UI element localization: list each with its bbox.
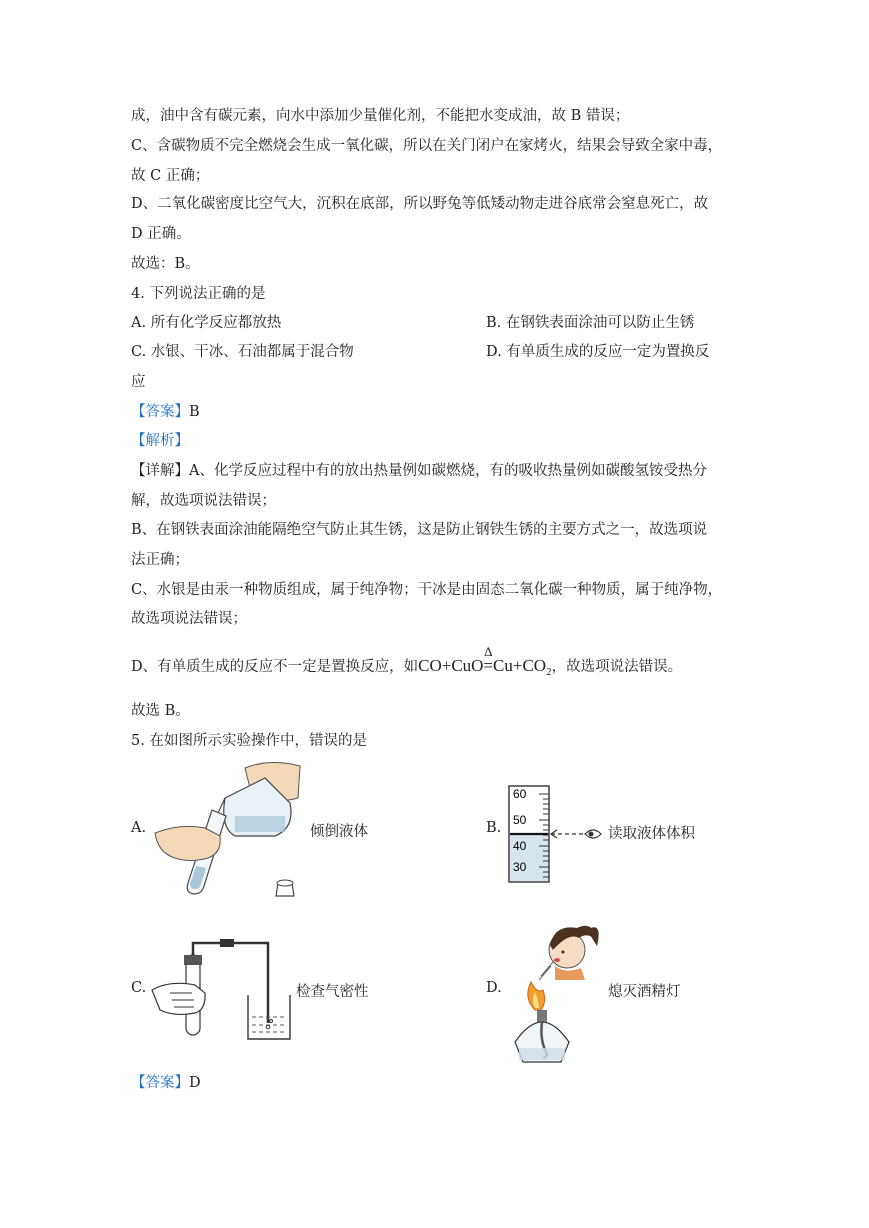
- question-4-stem: 4. 下列说法正确的是: [131, 286, 266, 302]
- answer-tag: 【答案】: [131, 404, 189, 420]
- question-5-stem: 5. 在如图所示实验操作中，错误的是: [131, 733, 367, 749]
- text-line: C、含碳物质不完全燃烧会生成一氧化碳，所以在关门闭户在家烤火，结果会导致全家中毒，: [131, 138, 723, 154]
- q4-option-b: B. 在钢铁表面涂油可以防止生锈: [486, 315, 695, 331]
- airtightness-check-illustration: [150, 935, 300, 1045]
- equation-products: Cu+CO: [493, 656, 547, 675]
- figure-c-caption: 检查气密性: [296, 984, 369, 1000]
- analysis-tag: 【解析】: [131, 433, 189, 449]
- eye-icon: [585, 830, 601, 838]
- detail-line: B、在钢铁表面涂油能隔绝空气防止其生锈，这是防止钢铁生锈的主要方式之一，故选项说: [131, 522, 708, 538]
- tick-label: 60: [513, 787, 527, 801]
- detail-text: A、化学反应过程中有的放出热量例如碳燃烧，有的吸收热量例如碳酸氢铵受热分: [189, 463, 707, 479]
- figure-d-caption: 熄灭酒精灯: [608, 984, 681, 1000]
- alcohol-lamp-illustration: [505, 910, 605, 1068]
- figure-a-label: A.: [131, 820, 147, 836]
- detail-line: [131, 461, 707, 481]
- conclusion: 故选 B。: [131, 703, 190, 719]
- q4-option-d-continued: 应: [131, 374, 146, 390]
- chemical-equation: [418, 644, 552, 678]
- detail-line: 法正确；: [131, 552, 189, 568]
- subscript: 2: [546, 666, 552, 678]
- detail-text: ，故选项说法错误。: [551, 659, 683, 675]
- q4-option-d: D. 有单质生成的反应一定为置换反: [486, 344, 710, 360]
- text-line: D 正确。: [131, 226, 191, 242]
- text-line: D、二氧化碳密度比空气大，沉积在底部，所以野兔等低矮动物走进谷底常会窒息死亡，故: [131, 196, 709, 212]
- figure-d-label: D.: [486, 980, 502, 996]
- text-line: 故 C 正确；: [131, 168, 210, 184]
- answer-value: B: [189, 404, 200, 420]
- figure-b-caption: 读取液体体积: [608, 826, 695, 842]
- tick-label: 30: [513, 860, 527, 874]
- tick-label: 50: [513, 813, 527, 827]
- detail-line: 故选项说法错误；: [131, 611, 247, 627]
- text-line: 故选：B。: [131, 256, 200, 272]
- q4-answer: [131, 402, 200, 422]
- detail-tag: 【详解】: [131, 463, 189, 479]
- heat-symbol: Δ: [484, 644, 493, 659]
- q4-option-a: A. 所有化学反应都放热: [131, 315, 282, 331]
- equation-condition: Δ =: [483, 644, 494, 675]
- pouring-liquid-illustration: [150, 758, 310, 898]
- tick-label: 40: [513, 839, 527, 853]
- detail-text: D、有单质生成的反应不一定是置换反应，如: [131, 659, 419, 675]
- figure-b-label: B.: [486, 820, 502, 836]
- detail-line: C、水银是由汞一种物质组成，属于纯净物；干冰是由固态二氧化碳一种物质，属于纯净物，: [131, 582, 723, 598]
- graduated-cylinder-illustration: [505, 784, 605, 884]
- q5-answer: [131, 1073, 201, 1093]
- detail-line: 解，故选项说法错误；: [131, 493, 276, 509]
- figure-c-label: C.: [131, 980, 147, 996]
- q4-option-c: C. 水银、干冰、石油都属于混合物: [131, 344, 354, 360]
- text-line: 成，油中含有碳元素，向水中添加少量催化剂，不能把水变成油，故 B 错误；: [131, 108, 630, 124]
- answer-value: D: [189, 1075, 201, 1091]
- figure-a-caption: 倾倒液体: [310, 824, 368, 840]
- answer-tag: 【答案】: [131, 1075, 189, 1091]
- equation-reactants: CO+CuO: [418, 656, 484, 675]
- detail-line-with-equation: [131, 644, 683, 678]
